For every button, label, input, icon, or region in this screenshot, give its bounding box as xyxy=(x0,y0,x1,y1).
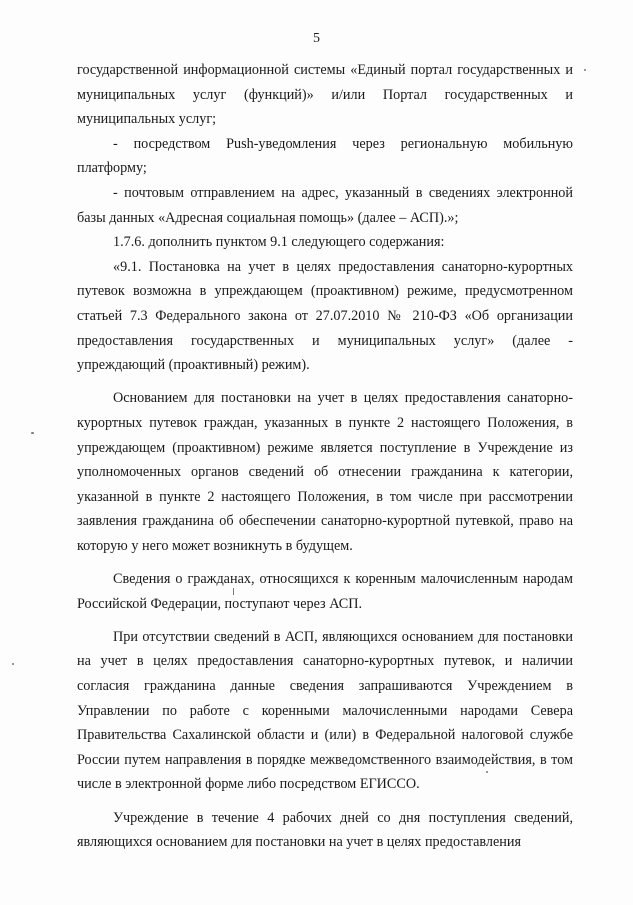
paragraph-indigenous-info: Сведения о гражданах, относящихся к коренным малочисленным народам Российской Федерации, поступают через АСП. xyxy=(77,571,573,612)
scan-speck xyxy=(31,432,34,434)
scan-speck xyxy=(584,69,586,71)
paragraph-institution-deadline: Учреждение в течение 4 рабочих дней со дня поступления сведений, являющихся основанием для постановки на учет в целях предоставления xyxy=(77,809,573,851)
paragraph-registration-basis: Основанием для постановки на учет в целях предоставления санаторно-курортных путевок граждан, указанных в пункте 2 настоящего Положения, в упреждающем (проактивном) режиме является поступление в Учреждение из уполномоченных органов сведений об отнесении гражданина к категории, указанной в пункте 2 настоящего Положения, в том числе при рассмотрении заявления гражданина об обеспечении санаторно-курортной путевкой, право на которую у него может возникнуть в будущем. xyxy=(77,390,573,554)
scan-speck xyxy=(233,588,234,595)
paragraph-clause-9-1: «9.1. Постановка на учет в целях предоставления санаторно-курортных путевок возможна в упреждающем (проактивном) режиме, предусмотренном статьей 7.3 Федерального закона от 27.07.2010 № 210-ФЗ «Об организации предоставления государственных и муниципальных услуг» (далее - упреждающий (проактивный) режим). xyxy=(77,258,573,374)
paragraph-amendment-1-7-6: 1.7.6. дополнить пунктом 9.1 следующего содержания: xyxy=(113,234,445,251)
paragraph-missing-info-request: При отсутствии сведений в АСП, являющихся основанием для постановки на учет в целях предоставления санаторно-курортных путевок, и наличии согласия гражданина данные сведения запрашиваются Учреждением в Управлении по работе с коренными малочисленными народами Севера Правительства Сахалинской области и (или) в Федеральной налоговой службе России путем направления в порядке межведомственного взаимодействия, в том числе в электронной форме либо посредством ЕГИССО. xyxy=(77,628,573,793)
paragraph-postal-delivery: - почтовым отправлением на адрес, указанный в сведениях электронной базы данных «Адресная социальная помощь» (далее – АСП).»; xyxy=(77,184,573,226)
paragraph-push-notification: - посредством Push-уведомления через региональную мобильную платформу; xyxy=(77,135,573,177)
scan-speck xyxy=(486,771,488,773)
scan-speck xyxy=(12,663,14,665)
page-number: 5 xyxy=(313,31,320,46)
paragraph-portal-continuation: государственной информационной системы «Единый портал государственных и муниципальных услуг (функций)» и/или Портал государственных и муниципальных услуг; xyxy=(77,62,573,128)
document-body xyxy=(77,58,573,855)
